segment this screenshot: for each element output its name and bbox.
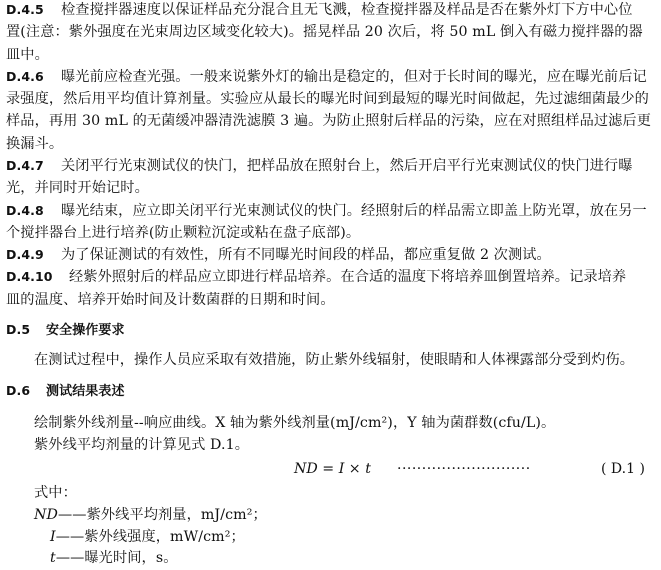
section-heading-d6 [6, 381, 125, 402]
var-nd-symbol: ND [34, 507, 58, 523]
para-d45-line3: 皿中。 [6, 47, 49, 63]
para-d410-text1: 经紫外照射后的样品应立即进行样品培养。在合适的温度下将培养皿倒置培养。记录培养 [69, 269, 627, 285]
clause-number-d46: D.4.6 [6, 69, 44, 84]
para-d47-line1 [6, 156, 633, 176]
var-i-description: ——紫外线强度，mW/cm²； [55, 529, 245, 545]
equation-number: ( D.1 ) [601, 461, 645, 477]
para-d46-line3: 样品，再用 30 mL 的无菌缓冲器清洗滤膜 3 遍。为防止照射后样品的污染，应在对照组样品过滤后更 [6, 113, 652, 129]
var-nd-description: ——紫外线平均剂量，mJ/cm²； [58, 507, 267, 523]
formula-d1: ND = I × t [294, 461, 371, 477]
para-d46-text1: 曝光前应检查光强。一般来说紫外灯的输出是稳定的，但对于长时间的曝光，应在曝光前后记 [61, 69, 647, 85]
para-d49-text1: 为了保证测试的有效性，所有不同曝光时间段的样品，都应重复做 2 次测试。 [61, 247, 551, 263]
para-d49-line1 [6, 245, 551, 265]
section-title-d5: 安全操作要求 [46, 323, 125, 338]
var-i-line [50, 527, 245, 547]
para-d45-line2: 置(注意：紫外强度在光束周边区域变化较大)。摇晃样品 20 次后，将 50 mL 倒入有磁力搅拌器的器 [6, 24, 643, 40]
para-d410-line2: 皿的温度、培养开始时间及计数菌群的日期和时间。 [6, 292, 335, 308]
para-d45-text1: 检查搅拌器速度以保证样品充分混合且无飞溅，检查搅拌器及样品是否在紫外灯下方中心位 [61, 2, 633, 18]
para-d410-line1 [6, 267, 626, 287]
clause-number-d45: D.4.5 [6, 2, 44, 17]
section-number-d5: D.5 [6, 322, 31, 337]
para-d48-line2: 个搅拌器台上进行培养(防止颗粒沉淀或粘在盘子底部)。 [6, 225, 361, 241]
para-d48-line1 [6, 201, 647, 221]
clause-number-d48: D.4.8 [6, 203, 44, 218]
section-title-d6: 测试结果表述 [46, 384, 125, 399]
para-d45-line1 [6, 0, 633, 20]
para-d46-line4: 换漏斗。 [6, 136, 64, 152]
para-d47-line2: 光，并同时开始记时。 [6, 180, 149, 196]
var-t-description: ——曝光时间，s。 [55, 550, 178, 566]
var-i-symbol: I [50, 529, 56, 545]
para-d46-line2: 录强度，然后用平均值计算剂量。实验应从最长的曝光时间到最短的曝光时间做起，先过滤细菌最少的 [6, 91, 649, 107]
para-d6-line2: 紫外线平均剂量的计算见式 D.1。 [34, 437, 250, 453]
section-number-d6: D.6 [6, 383, 31, 398]
clause-number-d410: D.4.10 [6, 269, 53, 284]
section-heading-d5 [6, 320, 125, 341]
clause-number-d47: D.4.7 [6, 158, 44, 173]
var-t-line [50, 548, 178, 568]
formula-leader-dots: ··························· [397, 461, 531, 477]
var-t-symbol: t [50, 550, 56, 566]
para-d47-text1: 关闭平行光束测试仪的快门，把样品放在照射台上，然后开启平行光束测试仪的快门进行曝 [61, 158, 633, 174]
clause-number-d49: D.4.9 [6, 247, 44, 262]
var-nd-line [34, 505, 267, 525]
para-d46-line1 [6, 67, 647, 87]
para-d48-text1: 曝光结束，应立即关闭平行光束测试仪的快门。经照射后的样品需立即盖上防光罩，放在另一 [61, 203, 647, 219]
para-d6-line1: 绘制紫外线剂量--响应曲线。X 轴为紫外线剂量(mJ/cm²)，Y 轴为菌群数(cfu/L)。 [34, 415, 556, 431]
where-label: 式中： [34, 485, 77, 501]
para-d5-line1: 在测试过程中，操作人员应采取有效措施，防止紫外线辐射，使眼睛和人体裸露部分受到灼伤。 [34, 352, 635, 368]
